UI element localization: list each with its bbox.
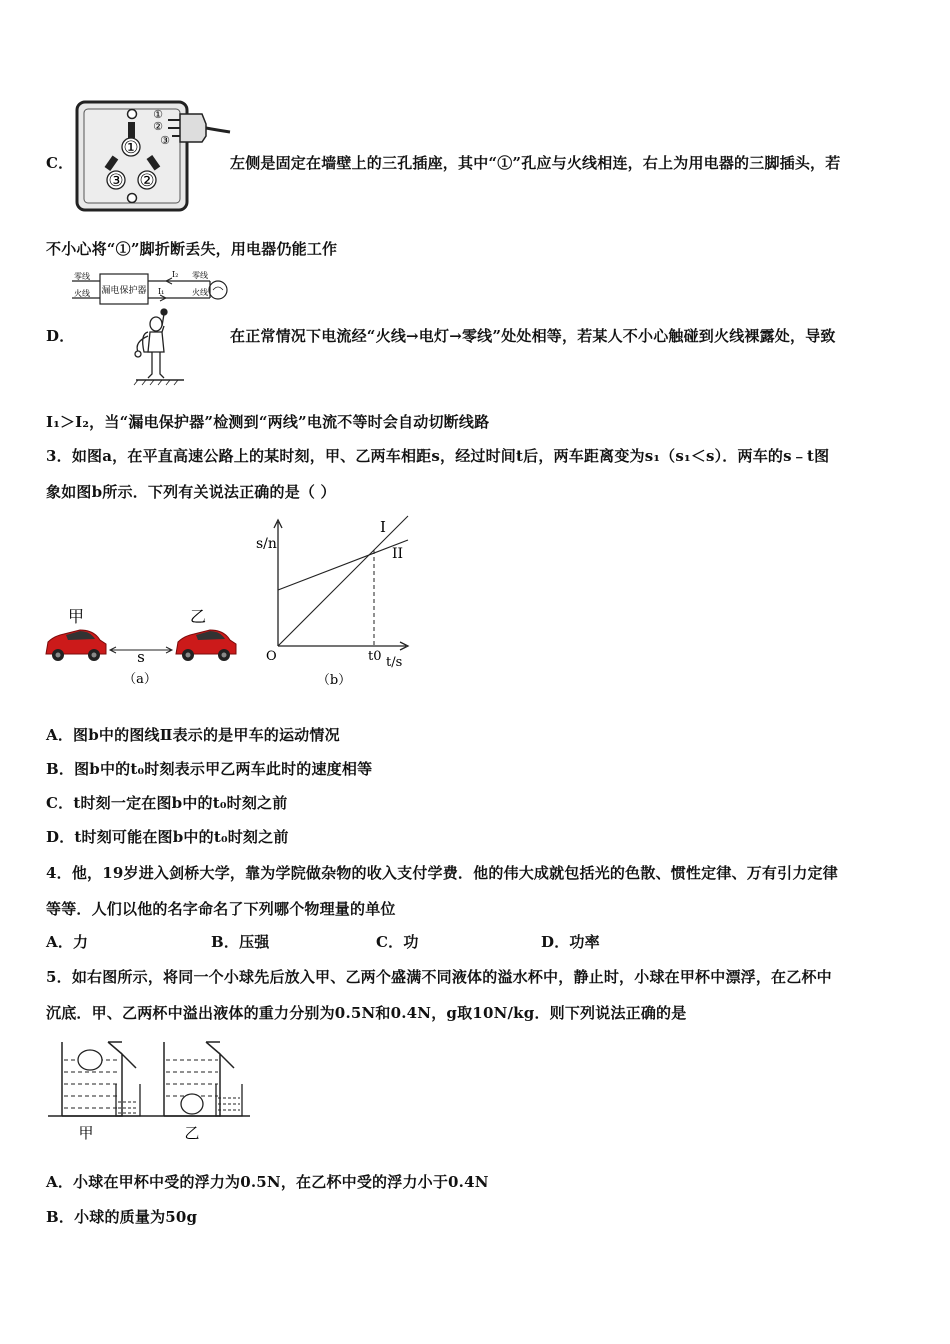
live-label-left: 火线 <box>74 289 90 298</box>
option-d-label: D． <box>46 327 75 345</box>
beaker-jia <box>116 1084 140 1116</box>
q5-stem-2: 沉底．甲、乙两杯中溢出液体的重力分别为0.5N和0.4N，g取10N/kg．则下列说法正确的是 <box>46 1004 687 1022</box>
ball-floating <box>78 1050 102 1070</box>
x-axis-label: t/s <box>386 655 403 670</box>
q4-option-b: B．压强 <box>211 933 270 951</box>
bottom-screw-icon <box>128 194 137 203</box>
figure-a-caption: （a） <box>123 672 157 687</box>
neutral-label-right: 零线 <box>192 271 208 280</box>
q3-stem-2: 象如图b所示．下列有关说法正确的是（ ） <box>46 483 336 501</box>
q4-option-a: A．力 <box>46 933 89 951</box>
line-I-label: I <box>380 518 386 536</box>
car-yi-icon <box>176 630 236 661</box>
q5-option-b: B．小球的质量为50g <box>46 1208 198 1226</box>
bulb-icon <box>209 281 227 299</box>
plug-cord <box>206 128 230 132</box>
plug-pin-2-label: ② <box>153 120 163 133</box>
protector-box-label: 漏电保护器 <box>101 286 147 296</box>
q3-option-c: C．t时刻一定在图b中的t₀时刻之前 <box>46 794 288 812</box>
q3-stem-1: 3．如图a，在平直高速公路上的某时刻，甲、乙两车相距s，经过时间t后，两车距离变为s₁（s₁＜s）．两车的s﹣t图 <box>46 447 830 465</box>
q3-option-a: A．图b中的图线Ⅱ表示的是甲车的运动情况 <box>46 726 340 744</box>
q3-figure-b <box>252 514 422 690</box>
socket-hole-3-label: ③ <box>108 171 124 191</box>
q4-stem-2: 等等．人们以他的名字命名了下列哪个物理量的单位 <box>46 900 396 918</box>
hole-top <box>128 122 135 138</box>
leakage-protector-figure <box>68 266 238 388</box>
plug-body <box>180 114 206 142</box>
current-i1-label: I₁ <box>158 287 165 296</box>
live-label-right: 火线 <box>192 288 208 297</box>
plug-pin-3-label: ③ <box>160 134 170 147</box>
q5-stem-1: 5．如右图所示，将同一个小球先后放入甲、乙两个盛满不同液体的溢水杯中，静止时，小球在甲杯中漂浮，在乙杯中 <box>46 968 832 986</box>
socket-hole-1-label: ① <box>123 138 139 158</box>
cup-jia-label: 甲 <box>78 1124 94 1142</box>
q4-stem-1: 4．他，19岁进入剑桥大学，靠为学院做杂物的收入支付学费．他的伟大成就包括光的色散、惯性定律、万有引力定律 <box>46 864 838 882</box>
option-c-text-2: 不小心将“①”脚折断丢失，用电器仍能工作 <box>46 240 338 258</box>
origin-label: O <box>266 649 277 664</box>
q5-option-a: A．小球在甲杯中受的浮力为0.5N，在乙杯中受的浮力小于0.4N <box>46 1173 489 1191</box>
top-screw-icon <box>128 110 137 119</box>
option-d-text-2: I₁＞I₂，当“漏电保护器”检测到“两线”电流不等时会自动切断线路 <box>46 413 490 431</box>
option-d-text-1: 在正常情况下电流经“火线→电灯→零线”处处相等，若某人不小心触碰到火线裸露处，导致 <box>230 327 836 345</box>
y-axis-label: s/n <box>256 536 277 552</box>
cup-yi-label: 乙 <box>184 1124 200 1142</box>
q4-option-d: D．功率 <box>541 933 600 951</box>
t0-tick-label: t0 <box>368 649 382 664</box>
line-II <box>278 540 408 590</box>
person-touching-wire-icon <box>135 309 167 378</box>
neutral-label-left: 零线 <box>74 272 90 281</box>
q5-overflow-cups-figure <box>44 1034 254 1144</box>
distance-s-label: s <box>137 648 145 666</box>
line-II-label: II <box>392 546 404 562</box>
option-c-text-1: 左侧是固定在墙壁上的三孔插座，其中“①”孔应与火线相连，右上为用电器的三脚插头，若 <box>230 154 841 172</box>
option-c-label: C． <box>46 154 74 172</box>
q3-figure-a <box>40 600 245 692</box>
line-I <box>278 516 408 646</box>
plug-pin-1-label: ① <box>153 108 163 121</box>
q3-option-b: B．图b中的t₀时刻表示甲乙两车此时的速度相等 <box>46 760 373 778</box>
car-yi-label: 乙 <box>190 607 207 626</box>
socket-hole-2-label: ② <box>139 171 155 191</box>
q4-option-c: C．功 <box>376 933 419 951</box>
ball-sunk <box>181 1094 203 1114</box>
socket-plug-figure <box>72 98 232 216</box>
current-i2-label: I₂ <box>172 270 179 279</box>
q3-option-d: D．t时刻可能在图b中的t₀时刻之前 <box>46 828 289 846</box>
figure-b-caption: （b） <box>316 673 352 688</box>
car-jia-icon <box>46 630 106 661</box>
car-jia-label: 甲 <box>68 607 85 626</box>
